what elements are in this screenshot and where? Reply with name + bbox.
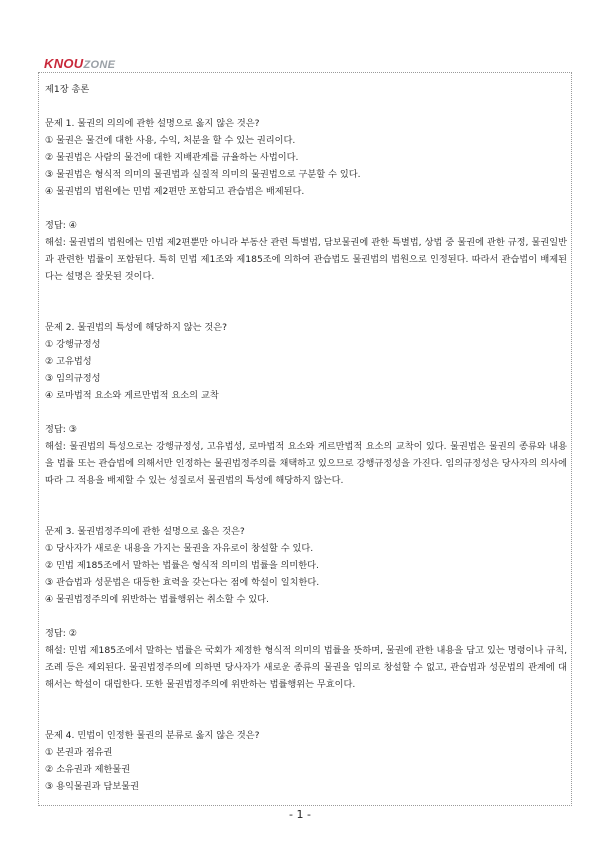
option-item: ② 민법 제185조에서 말하는 법률은 형식적 의미의 법률을 의미한다. (45, 560, 319, 571)
answer-text: 정답: ② (45, 628, 78, 639)
question-text: 문제 2. 물권법의 특성에 해당하지 않는 것은? (45, 322, 228, 333)
option-item: ④ 물권법의 법원에는 민법 제2편만 포함되고 관습법은 배제된다. (45, 186, 305, 197)
answer-text: 정답: ④ (45, 220, 78, 231)
option-item: ④ 로마법적 요소와 게르만법적 요소의 교착 (45, 390, 219, 401)
option-item: ③ 임의규정성 (45, 373, 101, 384)
option-item: ① 당사자가 새로운 내용을 가지는 물권을 자유로이 창설할 수 있다. (45, 543, 314, 554)
option-item: ③ 관습법과 성문법은 대등한 효력을 갖는다는 점에 학설이 일치한다. (45, 577, 320, 588)
option-item: ② 고유법성 (45, 356, 92, 367)
question-text: 문제 3. 물권법정주의에 관한 설명으로 옳은 것은? (45, 526, 245, 537)
answer-text: 정답: ③ (45, 424, 78, 435)
option-item: ① 강행규정성 (45, 339, 101, 350)
question-block-3 (45, 523, 567, 693)
option-item: ④ 물권법정주의에 위반하는 법률행위는 취소할 수 있다. (45, 594, 269, 605)
question-block-2 (45, 319, 567, 489)
question-block-4 (45, 727, 567, 795)
question-text: 문제 4. 민법이 인정한 물권의 분류로 옳지 않은 것은? (45, 730, 260, 741)
option-item: ③ 용익물권과 담보물권 (45, 781, 139, 792)
option-item: ② 물권법은 사람의 물건에 대한 지배관계를 규율하는 사법이다. (45, 152, 299, 163)
explanation-text: 해설: 물권법의 특성으로는 강행규정성, 고유법성, 로마법적 요소와 게르만법적 요소의 교착이 있다. 물권법은 물권의 종류와 내용을 법률 또는 관습법에 의해서만 인정하는 물권법정주의를 채택하고 있으므로 강행규정성을 가진다. 임의규정성은 당사자의 의사에 따라 그 적용을 배제할 수 있는 성질로서 물권법의 특성에 해당하지 않는다. (45, 441, 567, 486)
page-number: - 1 - (289, 808, 311, 821)
logo-zone-text: ZONE (83, 59, 116, 71)
option-item: ① 본권과 점유권 (45, 747, 113, 758)
question-block-1 (45, 115, 567, 285)
question-text: 문제 1. 물권의 의의에 관한 설명으로 옳지 않은 것은? (45, 118, 260, 129)
knouzone-logo (44, 56, 115, 72)
document-body (45, 81, 567, 795)
option-item: ② 소유권과 제한물권 (45, 764, 131, 775)
logo-knou-text: KNOU (44, 56, 84, 71)
chapter-title: 제1장 총론 (45, 84, 90, 95)
option-item: ③ 물권법은 형식적 의미의 물권법과 실질적 의미의 물권법으로 구분할 수 있다. (45, 169, 361, 180)
explanation-text: 해설: 물권법의 법원에는 민법 제2편뿐만 아니라 부동산 관련 특별법, 담보물권에 관한 특별법, 상법 중 물권에 관한 규정, 물권일반과 관련한 법률이 포함된다. 특히 민법 제1조와 제185조에 의하여 관습법도 물권법의 법원으로 인정된다. 따라서 관습법이 배제된다는 설명은 잘못된 것이다. (45, 237, 567, 282)
option-item: ① 물권은 물건에 대한 사용, 수익, 처분을 할 수 있는 권리이다. (45, 135, 296, 146)
explanation-text: 해설: 민법 제185조에서 말하는 법률은 국회가 제정한 형식적 의미의 법률을 뜻하며, 물권에 관한 내용을 담고 있는 명령이나 규칙, 조례 등은 제외된다. 물권법정주의에 의하면 당사자가 새로운 종류의 물권을 임의로 창설할 수 없고, 관습법과 성문법의 관계에 대해서는 학설이 대립한다. 또한 물권법정주의에 위반하는 법률행위는 무효이다. (45, 645, 567, 690)
